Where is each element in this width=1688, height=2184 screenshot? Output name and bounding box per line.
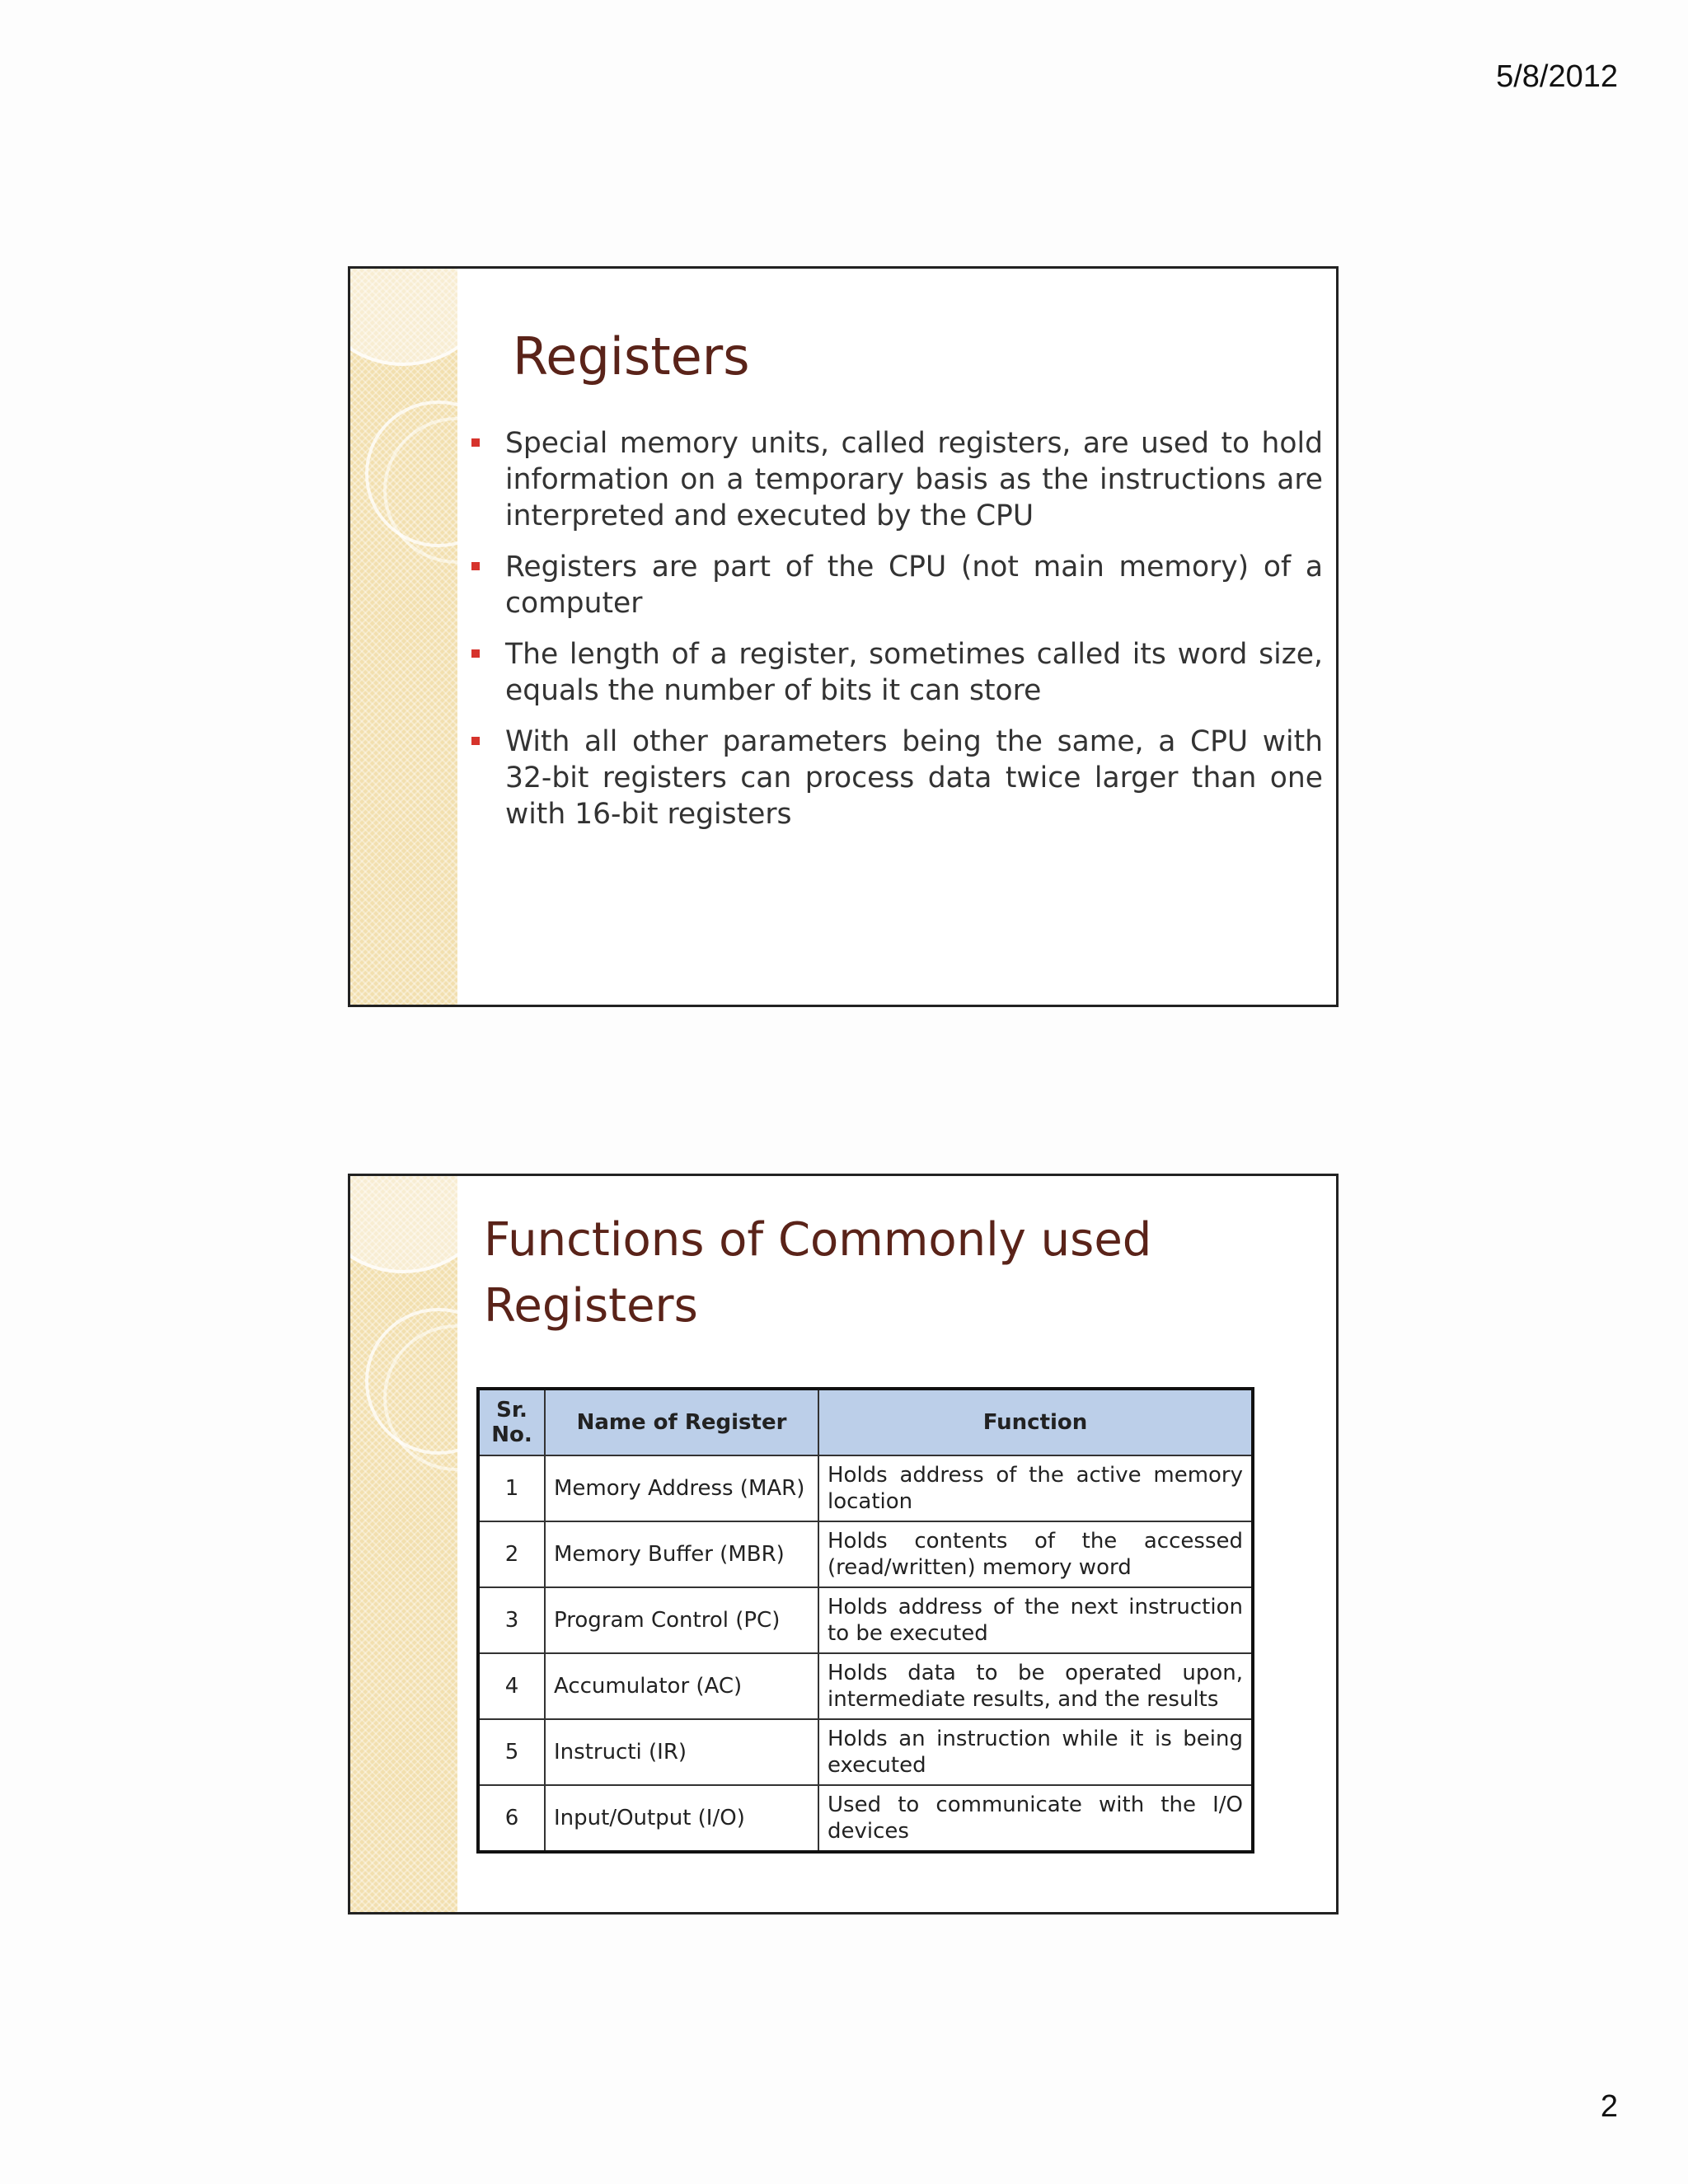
bullet-square-icon	[471, 737, 480, 745]
cell-register-name: Memory Address (MAR)	[545, 1455, 818, 1521]
page-date: 5/8/2012	[1496, 59, 1618, 94]
header-register-name: Name of Register	[545, 1389, 818, 1455]
slide-title: Functions of Commonly used Registers	[484, 1213, 1152, 1333]
bullet-square-icon	[471, 649, 480, 658]
page-number: 2	[1600, 2089, 1618, 2124]
bullet-square-icon	[471, 562, 480, 570]
table-header-row	[478, 1389, 1253, 1455]
bullet-text: The length of a register, sometimes called its word size, equals the number of bits it can store	[505, 638, 1323, 707]
decorative-circle	[348, 266, 501, 366]
table-row	[478, 1719, 1253, 1785]
table-row	[478, 1785, 1253, 1852]
cell-function: Holds data to be operated upon, intermediate results, and the results	[818, 1653, 1253, 1719]
cell-sr-no: 5	[478, 1719, 545, 1785]
cell-function: Holds an instruction while it is being executed	[818, 1719, 1253, 1785]
bullet-square-icon	[471, 438, 480, 447]
cell-register-name: Input/Output (I/O)	[545, 1785, 818, 1852]
cell-sr-no: 1	[478, 1455, 545, 1521]
bullet-text: With all other parameters being the same, a CPU with 32-bit registers can process data twice larger than one with 16-bit registers	[505, 725, 1323, 831]
table-row	[478, 1521, 1253, 1587]
cell-register-name: Memory Buffer (MBR)	[545, 1521, 818, 1587]
bullet-item	[466, 724, 1323, 832]
cell-sr-no: 3	[478, 1587, 545, 1653]
table-row	[478, 1587, 1253, 1653]
decorative-band	[350, 1176, 457, 1912]
decorative-band	[350, 269, 457, 1005]
cell-sr-no: 6	[478, 1785, 545, 1852]
cell-function: Holds address of the next instruction to be executed	[818, 1587, 1253, 1653]
cell-register-name: Accumulator (AC)	[545, 1653, 818, 1719]
cell-function: Holds contents of the accessed (read/written) memory word	[818, 1521, 1253, 1587]
slide-title: Registers	[513, 326, 750, 387]
bullet-item	[466, 425, 1323, 534]
bullet-item	[466, 549, 1323, 621]
bullet-text: Special memory units, called registers, are used to hold information on a temporary basis as the instructions are interpreted and executed by the CPU	[505, 427, 1323, 532]
table-row	[478, 1653, 1253, 1719]
registers-table	[476, 1387, 1254, 1854]
cell-sr-no: 4	[478, 1653, 545, 1719]
cell-function: Holds address of the active memory location	[818, 1455, 1253, 1521]
slide-register-functions	[348, 1174, 1339, 1915]
cell-function: Used to communicate with the I/O devices	[818, 1785, 1253, 1852]
header-sr-no: Sr. No.	[478, 1389, 545, 1455]
cell-register-name: Program Control (PC)	[545, 1587, 818, 1653]
header-function: Function	[818, 1389, 1253, 1455]
cell-register-name: Instructi (IR)	[545, 1719, 818, 1785]
table-row	[478, 1455, 1253, 1521]
cell-sr-no: 2	[478, 1521, 545, 1587]
decorative-circle	[348, 1174, 501, 1273]
bullet-text: Registers are part of the CPU (not main memory) of a computer	[505, 551, 1323, 620]
bullet-item	[466, 636, 1323, 709]
slide-registers	[348, 266, 1339, 1007]
bullet-list	[466, 425, 1323, 847]
